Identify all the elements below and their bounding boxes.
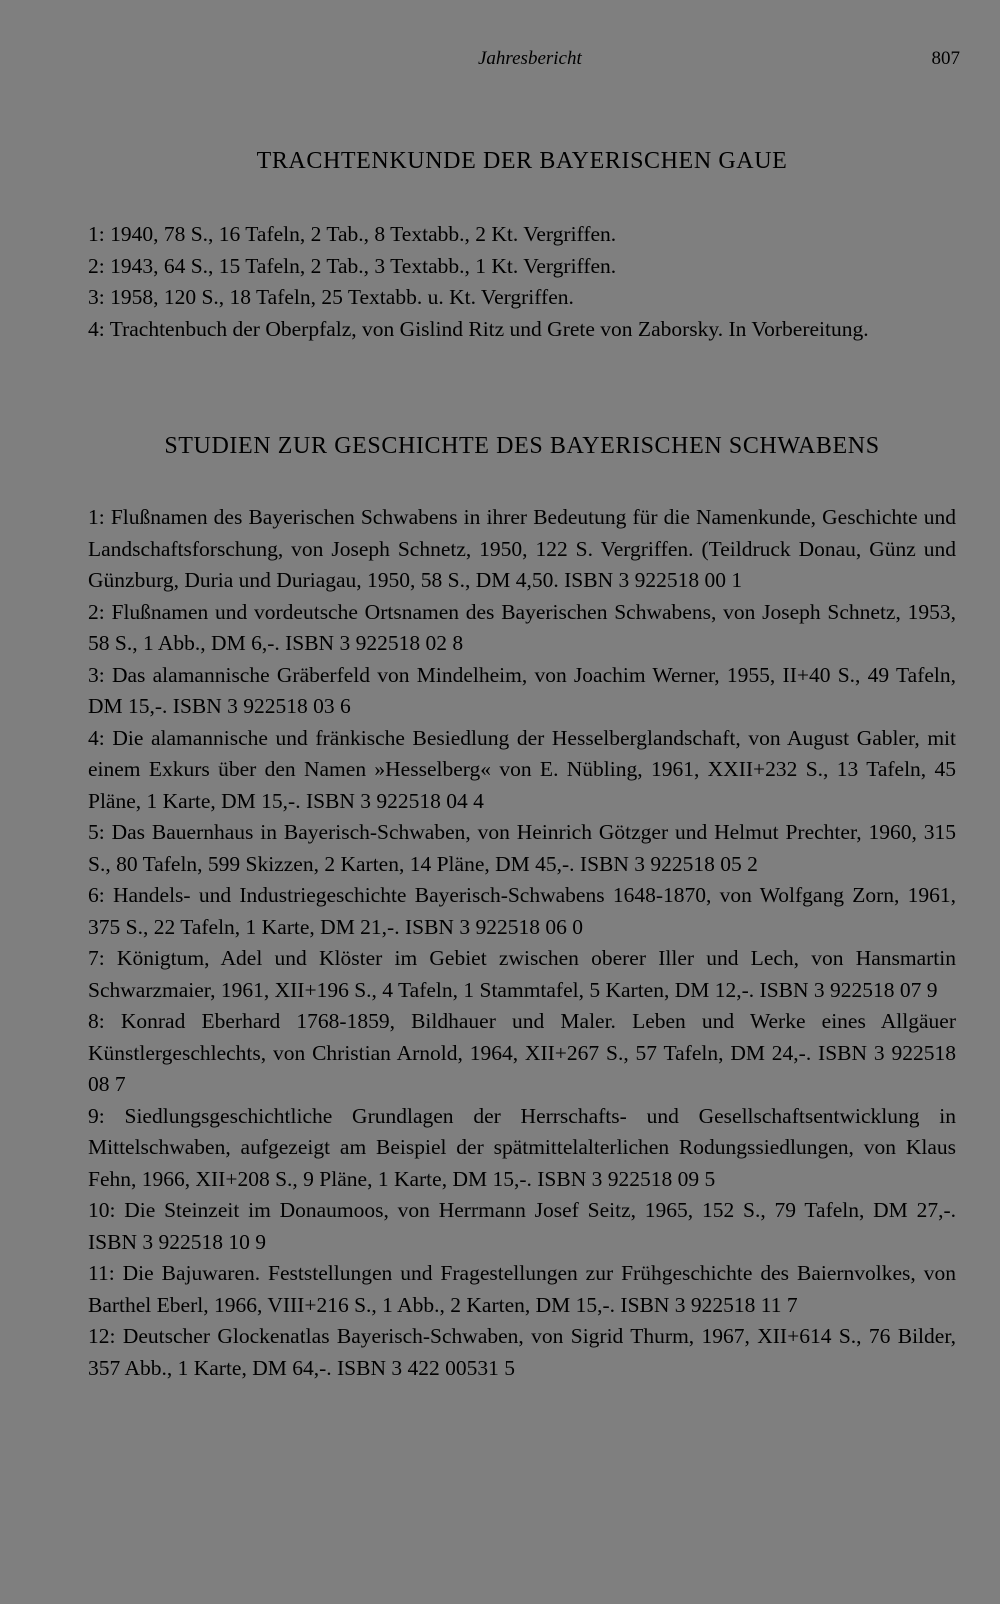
list-item: 8: Konrad Eberhard 1768-1859, Bildhauer und Maler. Leben und Werke eines Allgäuer Künstlergeschlechts, von Christian Arnold, 1964, XII+267 S., 57 Tafeln, DM 24,-. ISBN 3 922518 08 7 bbox=[88, 1009, 956, 1096]
entry-list bbox=[88, 219, 956, 345]
running-title: Jahresbericht bbox=[478, 48, 582, 69]
list-item: 5: Das Bauernhaus in Bayerisch-Schwaben, von Heinrich Götzger und Helmut Prechter, 1960, 315 S., 80 Tafeln, 599 Skizzen, 2 Karten, 14 Pläne, DM 45,-. ISBN 3 922518 05 2 bbox=[88, 820, 956, 876]
running-header bbox=[0, 48, 1000, 78]
section-heading: STUDIEN ZUR GESCHICHTE DES BAYERISCHEN SCHWABENS bbox=[164, 433, 880, 459]
list-item: 11: Die Bajuwaren. Feststellungen und Fragestellungen zur Frühgeschichte des Baiernvolkes, von Barthel Eberl, 1966, VIII+216 S., 1 Abb., 2 Karten, DM 15,-. ISBN 3 922518 11 7 bbox=[88, 1261, 956, 1317]
section-heading: TRACHTENKUNDE DER BAYERISCHEN GAUE bbox=[256, 148, 788, 174]
list-item: 10: Die Steinzeit im Donaumoos, von Herrmann Josef Seitz, 1965, 152 S., 79 Tafeln, DM 27,-. ISBN 3 922518 10 9 bbox=[88, 1198, 956, 1254]
list-item: 1: 1940, 78 S., 16 Tafeln, 2 Tab., 8 Textabb., 2 Kt. Vergriffen. bbox=[88, 222, 617, 246]
section-studien-schwaben bbox=[88, 433, 956, 1384]
entry-list bbox=[88, 502, 956, 1384]
page-number: 807 bbox=[931, 48, 960, 69]
list-item: 9: Siedlungsgeschichtliche Grundlagen der Herrschafts- und Gesellschaftsentwicklung in Mittelschwaben, aufgezeigt am Beispiel der spätmittelalterlichen Rodungssiedlungen, von Klaus Fehn, 1966, XII+208 S., 9 Pläne, 1 Karte, DM 15,-. ISBN 3 922518 09 5 bbox=[88, 1103, 956, 1191]
list-item: 1: Flußnamen des Bayerischen Schwabens in ihrer Bedeutung für die Namenkunde, Geschichte und Landschaftsforschung, von Joseph Schnetz, 1950, 122 S. Vergriffen. (Teildruck Donau, Günz und Günzburg, Duria und Duriagau, 1950, 58 S., DM 4,50. ISBN 3 922518 00 1 bbox=[88, 505, 956, 592]
list-item: 4: Trachtenbuch der Oberpfalz, von Gislind Ritz und Grete von Zaborsky. In Vorbereitung. bbox=[88, 316, 869, 341]
list-item: 2: 1943, 64 S., 15 Tafeln, 2 Tab., 3 Textabb., 1 Kt. Vergriffen. bbox=[88, 253, 617, 278]
list-item: 2: Flußnamen und vordeutsche Ortsnamen des Bayerischen Schwabens, von Joseph Schnetz, 1953, 58 S., 1 Abb., DM 6,-. ISBN 3 922518 02 8 bbox=[88, 599, 956, 655]
list-item: 3: 1958, 120 S., 18 Tafeln, 25 Textabb. u. Kt. Vergriffen. bbox=[88, 285, 574, 309]
section-trachtenkunde bbox=[88, 148, 956, 345]
list-item: 7: Königtum, Adel und Klöster im Gebiet zwischen oberer Iller und Lech, von Hansmartin Schwarzmaier, 1961, XII+196 S., 4 Tafeln, 1 Stammtafel, 5 Karten, DM 12,-. ISBN 3 922518 07 9 bbox=[88, 946, 956, 1002]
list-item: 3: Das alamannische Gräberfeld von Mindelheim, von Joachim Werner, 1955, II+40 S., 49 Tafeln, DM 15,-. ISBN 3 922518 03 6 bbox=[88, 662, 956, 718]
list-item: 4: Die alamannische und fränkische Besiedlung der Hesselberglandschaft, von August Gabler, mit einem Exkurs über den Namen »Hesselberg« von E. Nübling, 1961, XXII+232 S., 13 Tafeln, 45 Pläne, 1 Karte, DM 15,-. ISBN 3 922518 04 4 bbox=[88, 725, 956, 813]
list-item: 12: Deutscher Glockenatlas Bayerisch-Schwaben, von Sigrid Thurm, 1967, XII+614 S., 76 Bilder, 357 Abb., 1 Karte, DM 64,-. ISBN 3 422 00531 5 bbox=[88, 1324, 956, 1380]
list-item: 6: Handels- und Industriegeschichte Bayerisch-Schwabens 1648-1870, von Wolfgang Zorn, 1961, 375 S., 22 Tafeln, 1 Karte, DM 21,-. ISBN 3 922518 06 0 bbox=[88, 883, 956, 939]
